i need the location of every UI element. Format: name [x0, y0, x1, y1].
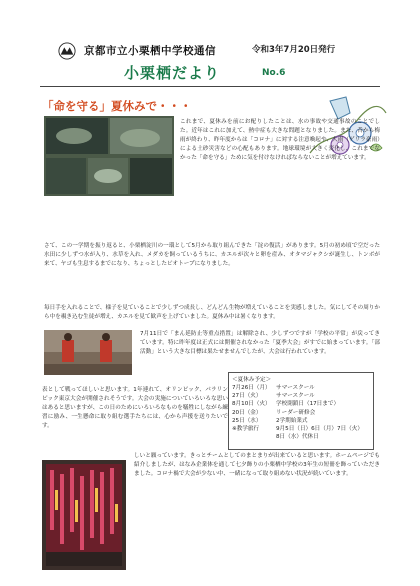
paragraph-4: 7月11日で「まん延防止等重点措置」は解除され、少しずつですが「学校の平常」が戻ってきています。特に昨年度は正式には開催されなかった「夏季大会」がすでに始まっています。「部活動」という大きな目標は果たせませんでしたが、大会は行われています。	[140, 331, 380, 355]
schedule-row: 20日（金） リーダー研修会	[232, 409, 316, 416]
schedule-row: 25日（水） 2学期始業式	[232, 417, 308, 424]
paragraph-2: さて、この一学期を振り返ると、小栗栖淀川の一環として5月から取り組んできた「淀の復活」があります。5月の初め頃で空だった水田に少しずつ水が入り、水草を入れ、メダカを飼っているうちに、カエルが次々と卵を産み、オタマジャクシが誕生し、トンボが来て、ヤゴも生息するまでになり、ちょっとしたビオトープになりました。	[44, 243, 380, 267]
tanabata-photo	[42, 460, 126, 570]
article-headline: 「命を守る」夏休みで・・・	[42, 99, 192, 113]
header-divider	[40, 86, 380, 87]
paragraph-5: 表として戦ってほしいと思います。1年連れて、オリンピック、パラリンピック東京大会が開催されそうです。大会の実施についていろいろな思いはあると思いますが、この日のためにいろいろなものを犠牲にしながら練習に励み、一生懸命に取り組む選手たちには、心から声援を送りたいです。	[42, 387, 228, 429]
issue-date: 令和3年7月20日発行	[252, 45, 336, 55]
schedule-title: ＜夏休み予定＞	[232, 377, 272, 383]
pond-photo	[44, 116, 174, 196]
school-title: 京都市立小栗栖中学校通信	[84, 45, 216, 57]
schedule-row: 7月26日（月） サマースクール	[232, 385, 315, 391]
schedule-row: 27日（火） サマースクール	[232, 393, 315, 400]
paragraph-1: これまで、夏休みを前にお配りしたことは、水の事故や交通事故のことでした。近年はこれに加えて、熱中症も大きな問題となりました。また、昔から梅雨が終わり、昨年度からは「コロナ」に対する注意喚起や、大雨（ゲリラ豪雨）による土砂災害などの心配もあります。地球環境が大きく変化し、これまでなかった「命を守る」ために気を付けなければならないことが増えています。	[180, 119, 380, 161]
athletes-photo	[44, 330, 132, 375]
summer-schedule-box	[228, 372, 374, 450]
issue-number: No.6	[262, 68, 286, 78]
paragraph-3: 毎日手を入れることで、様子を見ていることで少しずつ成長し、どんどん生物が増えていることを実感しました。気にしてその周りから中を覗き込む生徒が増え、カエルを見て歓声を上げていました。夏休み中は暑くなります。	[44, 305, 380, 320]
school-emblem-icon	[58, 42, 76, 60]
newsletter-name: 小栗栖だより	[124, 64, 221, 82]
schedule-row: ※教学旅行 9月5日（日）6日（月）7日（火）	[232, 426, 363, 433]
schedule-row: 8日（水）代休日	[276, 434, 319, 441]
schedule-row: 8月10日（火） 学校閉鎖日（17日まで）	[232, 401, 340, 408]
paragraph-7: しいと願っています。きっとチームとしてのまとまりが出来ていると思います。ホームページでも紹介しましたが、はなみ企業体を通して七夕飾りの小栗栖中学校の3年生の短冊を飾っていただきました。コロナ禍で大会が少ない中、一緒になって取り組めない状況が続いています。	[134, 453, 380, 477]
